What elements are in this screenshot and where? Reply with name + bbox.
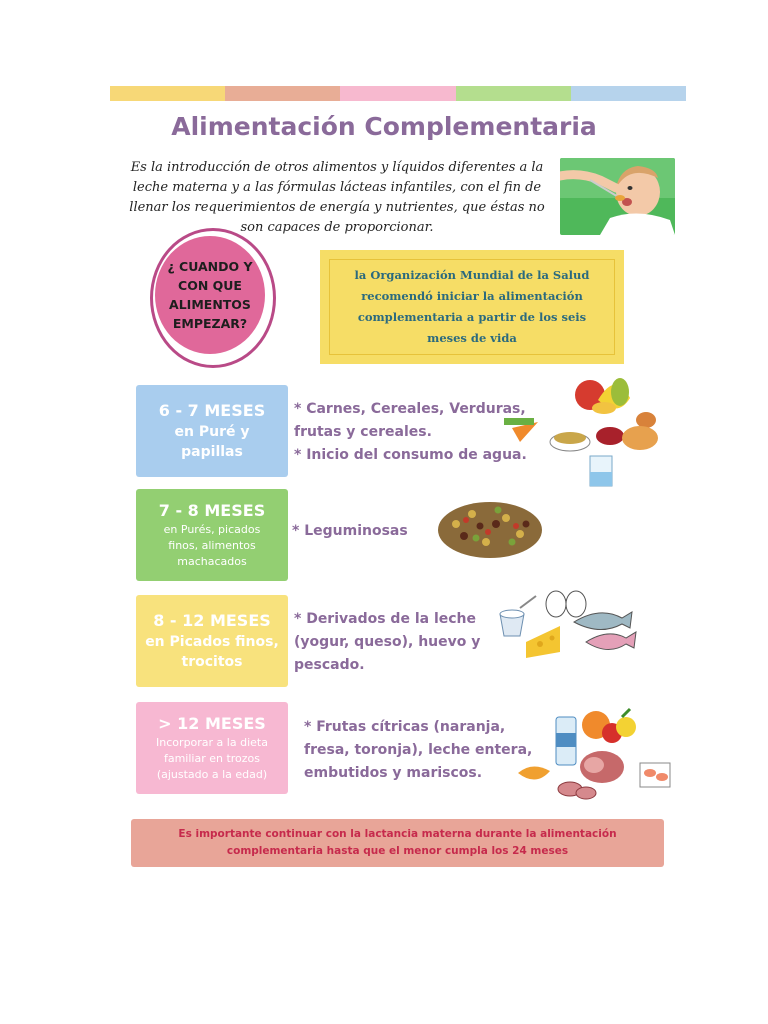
page-title: Alimentación Complementaria	[171, 112, 597, 141]
stripe-segment	[456, 86, 571, 101]
stage-age: 8 - 12 MESES	[153, 611, 271, 630]
stage-form: en Picados finos, trocitos	[145, 634, 279, 670]
stage-8-12-description	[294, 608, 499, 677]
stage-form: Incorporar a la dieta familiar en trozos (ajustado a la edad)	[156, 736, 268, 781]
stage-12-plus-description	[304, 716, 544, 785]
legumes-icon	[436, 494, 544, 562]
stage-form: en Purés, picados finos, alimentos machacados	[163, 523, 261, 568]
stripe-segment	[340, 86, 455, 101]
stripe-segment	[225, 86, 340, 101]
stage-8-12-box	[136, 595, 288, 687]
footer-text: Es importante continuar con la lactancia materna durante la alimentación complementaria hasta que el menor cumpla los 24 meses	[178, 828, 617, 857]
stage-6-7-box	[136, 385, 288, 477]
stage-line: * Frutas cítricas (naranja, fresa, toronja), leche entera, embutidos y mariscos.	[304, 719, 533, 781]
stage-line: * Derivados de la leche (yogur, queso), huevo y pescado.	[294, 611, 481, 673]
oms-recommendation-box	[320, 250, 624, 364]
stage-age: 6 - 7 MESES	[158, 401, 266, 420]
stage-12-plus-box	[136, 702, 288, 794]
stage-7-8-description	[292, 520, 432, 543]
stage-line: * Leguminosas	[292, 523, 408, 539]
stage-line: * Inicio del consumo de agua.	[294, 447, 527, 463]
stripe-segment	[110, 86, 225, 101]
citrus-milk-sausage-seafood-icon	[512, 705, 672, 800]
stage-age: > 12 MESES	[158, 714, 266, 733]
oms-recommendation-frame	[329, 259, 615, 355]
stage-form: en Puré y papillas	[174, 424, 250, 460]
dairy-egg-fish-icon	[496, 586, 638, 666]
oms-recommendation-text: la Organización Mundial de la Salud recomendó iniciar la alimentación complementaria a partir de los seis meses de vida	[354, 268, 590, 345]
question-circle	[155, 236, 265, 354]
fruits-vegetables-meat-water-icon	[498, 370, 670, 490]
footer-note	[131, 819, 664, 867]
baby-eating-photo	[560, 158, 675, 235]
color-stripe	[110, 86, 686, 101]
stage-7-8-box	[136, 489, 288, 581]
question-text: ¿ CUANDO Y CON QUE ALIMENTOS EMPEZAR?	[167, 259, 253, 331]
stripe-segment	[571, 86, 686, 101]
stage-age: 7 - 8 MESES	[158, 501, 266, 520]
stage-line: * Carnes, Cereales, Verduras, frutas y cereales.	[294, 401, 526, 440]
intro-text: Es la introducción de otros alimentos y líquidos diferentes a la leche materna y a las fórmulas lácteas infantiles, con el fin de llenar los requerimientos de energía y nutrientes, que éstas no son capaces de proporcionar.	[129, 160, 545, 235]
